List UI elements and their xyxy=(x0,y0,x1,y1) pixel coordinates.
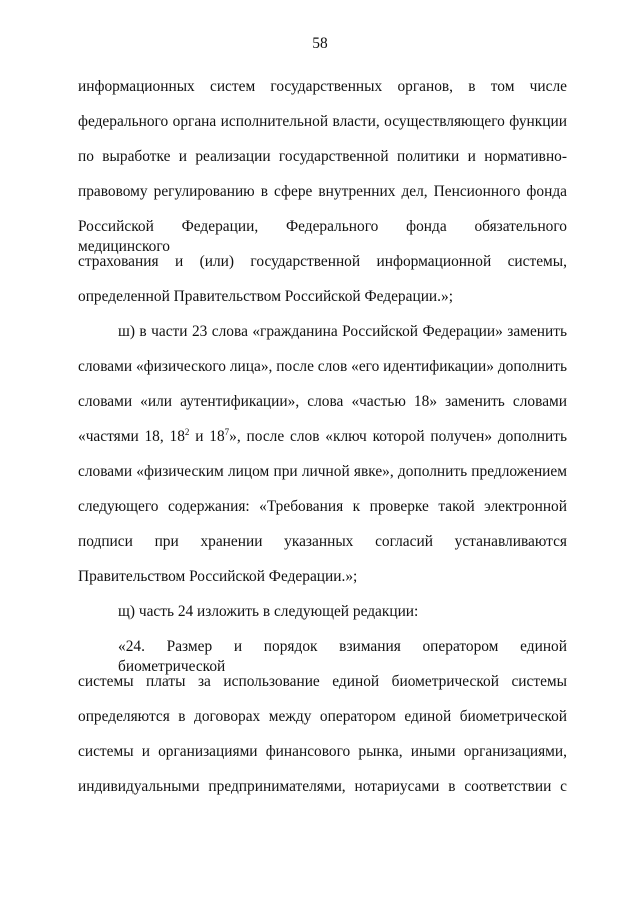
superscript: 7 xyxy=(224,427,230,437)
text-line: по выработке и реализации государственной политики и нормативно- xyxy=(78,148,567,165)
text-line: федерального органа исполнительной власти, осуществляющего функции xyxy=(78,113,567,130)
paragraph-first-line: «24. Размер и порядок взимания оператором единой биометрической xyxy=(118,638,567,675)
text-line: Правительством Российской Федерации.»; xyxy=(78,568,358,585)
text-line: индивидуальными предпринимателями, нотариусами в соответствии с xyxy=(78,778,567,795)
page-number: 58 xyxy=(312,35,328,52)
text-line: системы и организациями финансового рынка, иными организациями, xyxy=(78,743,567,760)
text-line-with-superscripts xyxy=(78,427,567,447)
text-segment: «частями 18, 18 xyxy=(78,428,185,445)
text-segment: и 18 xyxy=(189,428,225,445)
paragraph-first-line: ш) в части 23 слова «гражданина Российской Федерации» заменить xyxy=(118,323,567,340)
text-line: словами «физического лица», после слов «его идентификации» дополнить xyxy=(78,358,567,375)
text-line: страхования и (или) государственной информационной системы, xyxy=(78,253,567,270)
text-line: определенной Правительством Российской Федерации.»; xyxy=(78,288,453,305)
text-line: словами «физическим лицом при личной явке», дополнить предложением xyxy=(78,463,567,480)
text-line: Российской Федерации, Федерального фонда обязательного медицинского xyxy=(78,218,567,255)
text-line: правовому регулированию в сфере внутренних дел, Пенсионного фонда xyxy=(78,183,567,200)
text-segment: », после слов «ключ которой получен» дополнить xyxy=(229,428,567,445)
superscript: 2 xyxy=(184,427,190,437)
text-line: следующего содержания: «Требования к проверке такой электронной xyxy=(78,498,567,515)
paragraph-first-line: щ) часть 24 изложить в следующей редакции: xyxy=(118,603,419,620)
text-line: системы платы за использование единой биометрической системы xyxy=(78,673,567,690)
text-line: подписи при хранении указанных согласий устанавливаются xyxy=(78,533,567,550)
text-line: информационных систем государственных органов, в том числе xyxy=(78,78,567,95)
text-line: словами «или аутентификации», слова «частью 18» заменить словами xyxy=(78,393,567,410)
text-line: определяются в договорах между оператором единой биометрической xyxy=(78,708,567,725)
